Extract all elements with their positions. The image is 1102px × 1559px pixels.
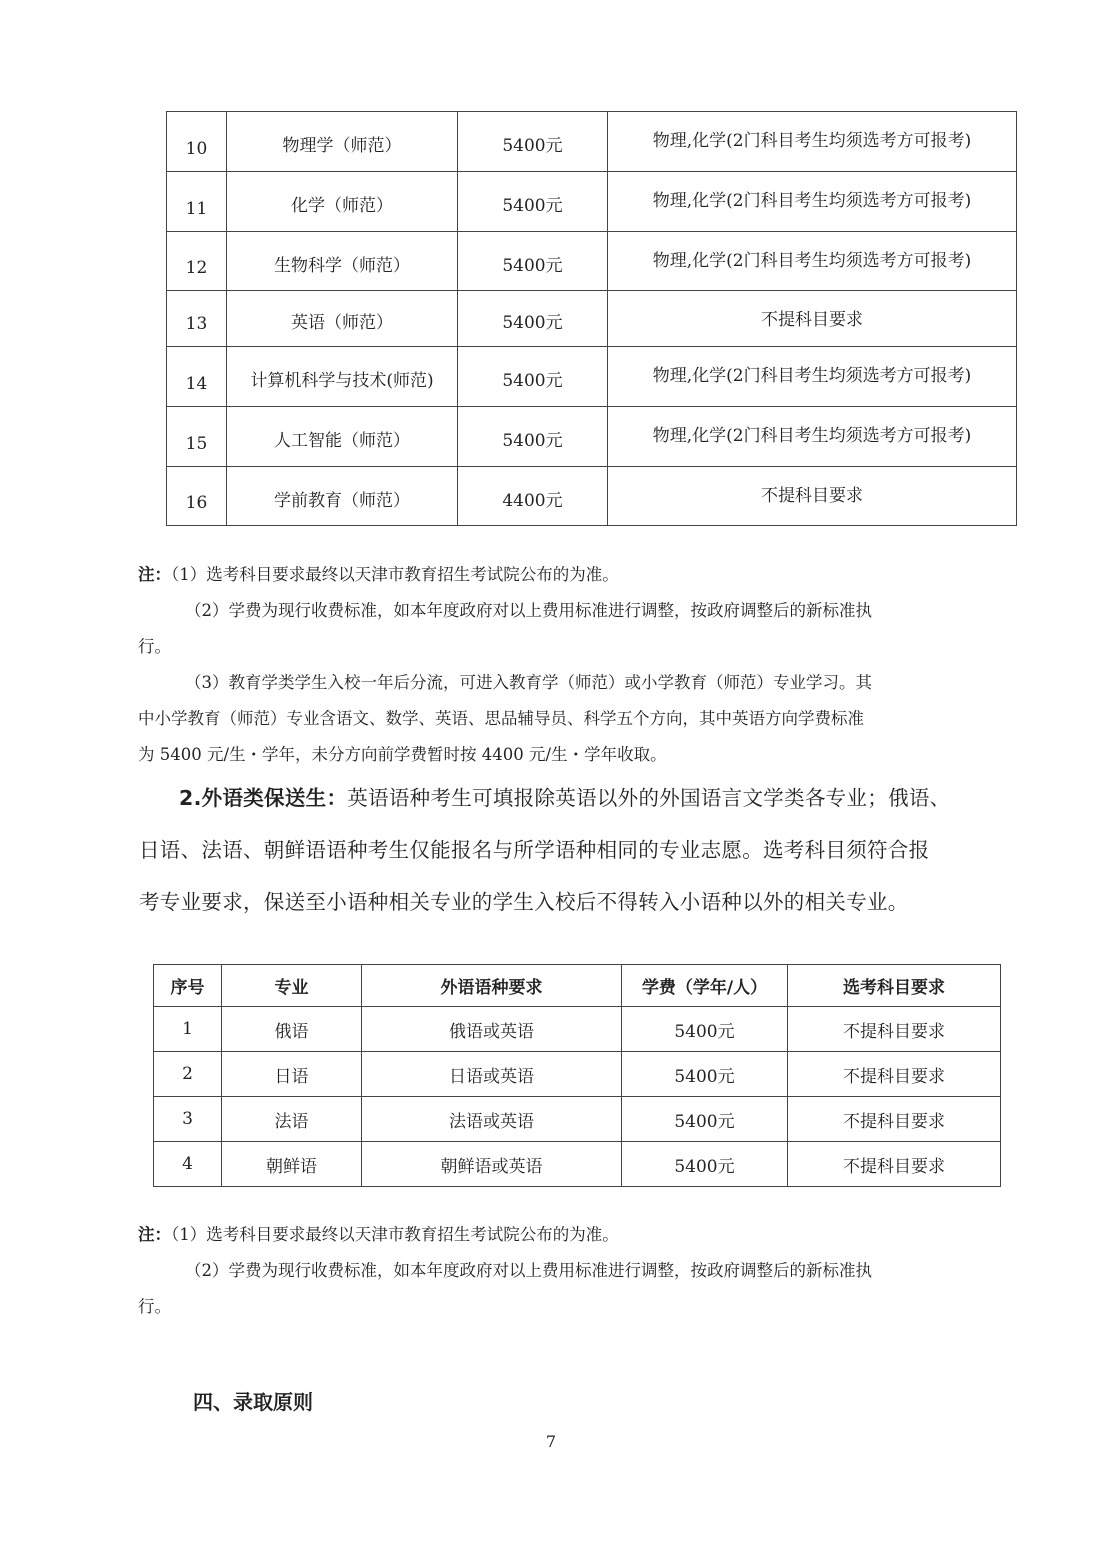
subject-requirement: 物理,化学(2门科目考生均须选考方可报考) bbox=[608, 232, 1017, 291]
row-number: 15 bbox=[167, 407, 227, 467]
row-number: 16 bbox=[167, 467, 227, 526]
note-label: 注： bbox=[138, 565, 171, 584]
row-number: 10 bbox=[167, 112, 227, 172]
column-header: 专业 bbox=[222, 965, 362, 1007]
language-requirement: 法语或英语 bbox=[362, 1097, 622, 1142]
row-number: 4 bbox=[154, 1142, 222, 1187]
subject-requirement: 不提科目要求 bbox=[788, 1097, 1001, 1142]
row-number: 1 bbox=[154, 1007, 222, 1052]
table-row bbox=[154, 1052, 1001, 1097]
paragraph-line: 日语、法语、朝鲜语语种考生仅能报名与所学语种相同的专业志愿。选考科目须符合报 bbox=[139, 838, 930, 862]
table-row bbox=[167, 407, 1017, 467]
notes-block-1 bbox=[138, 557, 968, 773]
major-fee-table bbox=[166, 111, 1017, 526]
major-name: 朝鲜语 bbox=[222, 1142, 362, 1187]
row-number: 13 bbox=[167, 291, 227, 347]
table-row bbox=[154, 1097, 1001, 1142]
foreign-language-table bbox=[153, 964, 1001, 1187]
section-heading: 四、录取原则 bbox=[193, 1390, 313, 1414]
major-name: 人工智能（师范） bbox=[227, 407, 458, 467]
tuition-fee: 5400元 bbox=[622, 1007, 788, 1052]
note-line bbox=[138, 1217, 968, 1253]
major-name: 计算机科学与技术(师范) bbox=[227, 347, 458, 407]
subject-requirement: 不提科目要求 bbox=[788, 1142, 1001, 1187]
tuition-fee: 5400元 bbox=[458, 407, 608, 467]
language-requirement: 朝鲜语或英语 bbox=[362, 1142, 622, 1187]
body-paragraph bbox=[139, 772, 979, 928]
note-label: 注： bbox=[138, 1225, 171, 1244]
paragraph-text: 英语语种考生可填报除英语以外的外国语言文学类各专业；俄语、 bbox=[347, 786, 951, 810]
major-name: 化学（师范） bbox=[227, 172, 458, 232]
table-row bbox=[167, 112, 1017, 172]
table-row bbox=[167, 232, 1017, 291]
tuition-fee: 5400元 bbox=[458, 347, 608, 407]
note-line: 为 5400 元/生・学年，未分方向前学费暂时按 4400 元/生・学年收取。 bbox=[138, 745, 667, 764]
major-name: 英语（师范） bbox=[227, 291, 458, 347]
tuition-fee: 5400元 bbox=[458, 232, 608, 291]
note-text: （1）选考科目要求最终以天津市教育招生考试院公布的为准。 bbox=[171, 565, 619, 584]
row-number: 11 bbox=[167, 172, 227, 232]
major-name: 生物科学（师范） bbox=[227, 232, 458, 291]
tuition-fee: 5400元 bbox=[458, 291, 608, 347]
subject-requirement: 物理,化学(2门科目考生均须选考方可报考) bbox=[608, 112, 1017, 172]
major-name: 日语 bbox=[222, 1052, 362, 1097]
table-row bbox=[154, 1142, 1001, 1187]
subject-requirement: 不提科目要求 bbox=[788, 1052, 1001, 1097]
notes-block-2 bbox=[138, 1217, 968, 1325]
subject-requirement: 不提科目要求 bbox=[608, 467, 1017, 526]
paragraph-line bbox=[139, 772, 979, 824]
table-row bbox=[167, 467, 1017, 526]
row-number: 3 bbox=[154, 1097, 222, 1142]
note-line: （2）学费为现行收费标准，如本年度政府对以上费用标准进行调整，按政府调整后的新标准执 bbox=[185, 601, 872, 620]
column-header: 序号 bbox=[154, 965, 222, 1007]
table-row bbox=[167, 291, 1017, 347]
column-header: 学费（学年/人） bbox=[622, 965, 788, 1007]
tuition-fee: 5400元 bbox=[622, 1097, 788, 1142]
page-number: 7 bbox=[545, 1432, 557, 1451]
table-row bbox=[154, 1007, 1001, 1052]
language-requirement: 俄语或英语 bbox=[362, 1007, 622, 1052]
column-header: 选考科目要求 bbox=[788, 965, 1001, 1007]
language-requirement: 日语或英语 bbox=[362, 1052, 622, 1097]
major-name: 俄语 bbox=[222, 1007, 362, 1052]
tuition-fee: 5400元 bbox=[458, 172, 608, 232]
row-number: 12 bbox=[167, 232, 227, 291]
tuition-fee: 5400元 bbox=[622, 1052, 788, 1097]
subject-requirement: 不提科目要求 bbox=[608, 291, 1017, 347]
row-number: 14 bbox=[167, 347, 227, 407]
note-line: 中小学教育（师范）专业含语文、数学、英语、思品辅导员、科学五个方向，其中英语方向学费标准 bbox=[138, 709, 864, 728]
subject-requirement: 不提科目要求 bbox=[788, 1007, 1001, 1052]
subject-requirement: 物理,化学(2门科目考生均须选考方可报考) bbox=[608, 172, 1017, 232]
note-line bbox=[138, 557, 968, 593]
note-line: 行。 bbox=[138, 1297, 171, 1316]
note-line: （2）学费为现行收费标准，如本年度政府对以上费用标准进行调整，按政府调整后的新标准执 bbox=[185, 1261, 872, 1280]
major-name: 物理学（师范） bbox=[227, 112, 458, 172]
paragraph-heading: 2.外语类保送生： bbox=[179, 786, 348, 810]
row-number: 2 bbox=[154, 1052, 222, 1097]
major-name: 学前教育（师范） bbox=[227, 467, 458, 526]
table-header-row bbox=[154, 965, 1001, 1007]
subject-requirement: 物理,化学(2门科目考生均须选考方可报考) bbox=[608, 407, 1017, 467]
paragraph-line: 考专业要求，保送至小语种相关专业的学生入校后不得转入小语种以外的相关专业。 bbox=[139, 890, 909, 914]
subject-requirement: 物理,化学(2门科目考生均须选考方可报考) bbox=[608, 347, 1017, 407]
note-text: （1）选考科目要求最终以天津市教育招生考试院公布的为准。 bbox=[171, 1225, 619, 1244]
major-name: 法语 bbox=[222, 1097, 362, 1142]
note-line: 行。 bbox=[138, 637, 171, 656]
table-row bbox=[167, 347, 1017, 407]
tuition-fee: 4400元 bbox=[458, 467, 608, 526]
column-header: 外语语种要求 bbox=[362, 965, 622, 1007]
tuition-fee: 5400元 bbox=[458, 112, 608, 172]
note-line: （3）教育学类学生入校一年后分流，可进入教育学（师范）或小学教育（师范）专业学习。其 bbox=[185, 673, 872, 692]
tuition-fee: 5400元 bbox=[622, 1142, 788, 1187]
table-row bbox=[167, 172, 1017, 232]
